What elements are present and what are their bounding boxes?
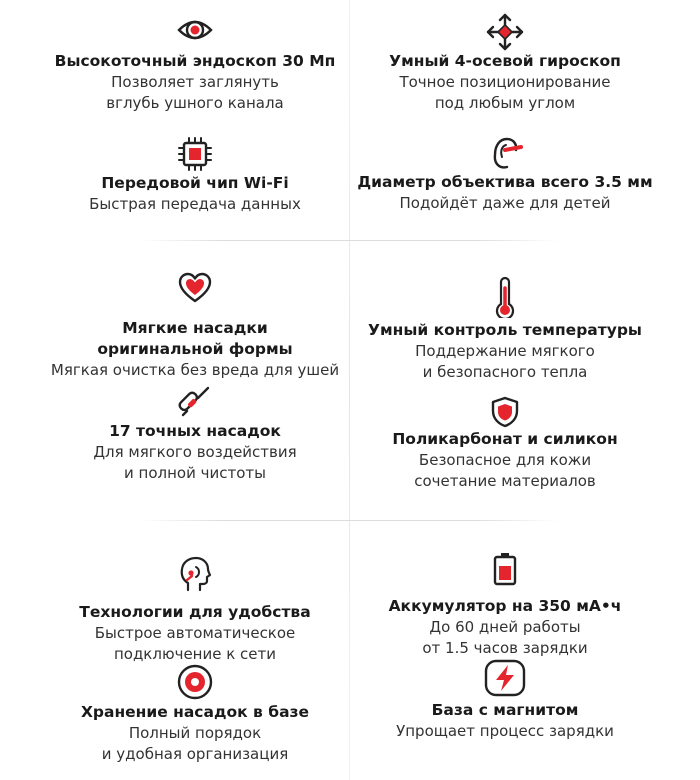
feature-magnetic-base [330, 658, 680, 742]
feature-title: Умный контроль температуры [368, 321, 642, 339]
feature-lens-diameter [330, 133, 680, 214]
feature-desc-line-1: Упрощает процесс зарядки [396, 722, 614, 740]
feature-title: Передовой чип Wi-Fi [101, 174, 289, 192]
feature-precise-tips [20, 384, 370, 484]
magnetic-charging-icon [483, 658, 527, 698]
feature-desc-line-1: Точное позиционирование [399, 73, 611, 91]
feature-desc-line-2: и удобная организация [101, 745, 289, 763]
feature-desc-line-1: До 60 дней работы [429, 618, 581, 636]
storage-base-icon [176, 664, 214, 700]
battery-icon [492, 552, 518, 586]
feature-desc-line-2: и полной чистоты [124, 464, 266, 482]
feature-title: Поликарбонат и силикон [392, 430, 618, 448]
feature-desc-line-1: Быстрое автоматическое [94, 624, 296, 642]
feature-storage [20, 664, 370, 765]
shield-icon [490, 396, 520, 428]
ear-pick-icon [178, 384, 212, 418]
feature-title: Технологии для удобства [79, 603, 311, 621]
chip-icon [177, 136, 213, 172]
feature-desc-line-1: Подойдёт даже для детей [399, 194, 611, 212]
feature-title-line-2: оригинальной формы [97, 340, 293, 358]
feature-desc-line-1: Быстрая передача данных [89, 195, 301, 213]
feature-desc-line-1: Мягкая очистка без вреда для ушей [50, 361, 340, 379]
feature-desc-line-2: сочетание материалов [414, 472, 596, 490]
feature-wifi-chip [20, 136, 370, 215]
feature-convenience [20, 556, 370, 665]
feature-desc-line-2: вглубь ушного канала [106, 94, 284, 112]
feature-title: База с магнитом [431, 701, 579, 719]
feature-desc-line-2: подключение к сети [113, 645, 277, 663]
feature-temperature [330, 276, 680, 383]
feature-title: Хранение насадок в базе [80, 703, 310, 721]
feature-endoscope [20, 12, 370, 114]
feature-desc-line-2: и безопасного тепла [422, 363, 588, 381]
feature-title: Диаметр объектива всего 3.5 мм [357, 173, 653, 191]
feature-title: Умный 4-осевой гироскоп [389, 52, 621, 70]
horizontal-divider-1 [140, 240, 560, 241]
feature-desc-line-1: Позволяет заглянуть [111, 73, 279, 91]
horizontal-divider-2 [140, 520, 560, 521]
four-arrows-gyroscope-icon [485, 12, 525, 52]
heart-icon [178, 272, 212, 304]
feature-soft-tips [20, 272, 370, 381]
feature-title: 17 точных насадок [109, 422, 281, 440]
feature-materials [330, 396, 680, 492]
feature-title-line-1: Мягкие насадки [122, 319, 268, 337]
thermometer-icon [493, 276, 517, 318]
feature-desc-line-1: Безопасное для кожи [418, 451, 592, 469]
feature-desc-line-2: от 1.5 часов зарядки [422, 639, 588, 657]
head-profile-icon [176, 556, 214, 592]
feature-gyroscope [330, 12, 680, 114]
feature-title: Высокоточный эндоскоп 30 Мп [54, 52, 336, 70]
feature-desc-line-1: Полный порядок [128, 724, 262, 742]
feature-desc-line-1: Для мягкого воздействия [93, 443, 297, 461]
feature-title: Аккумулятор на 350 мА•ч [388, 597, 622, 615]
eye-icon [175, 12, 215, 48]
ear-lens-icon [485, 133, 525, 173]
feature-battery [330, 552, 680, 659]
feature-desc-line-1: Поддержание мягкого [415, 342, 595, 360]
feature-desc-line-2: под любым углом [434, 94, 576, 112]
